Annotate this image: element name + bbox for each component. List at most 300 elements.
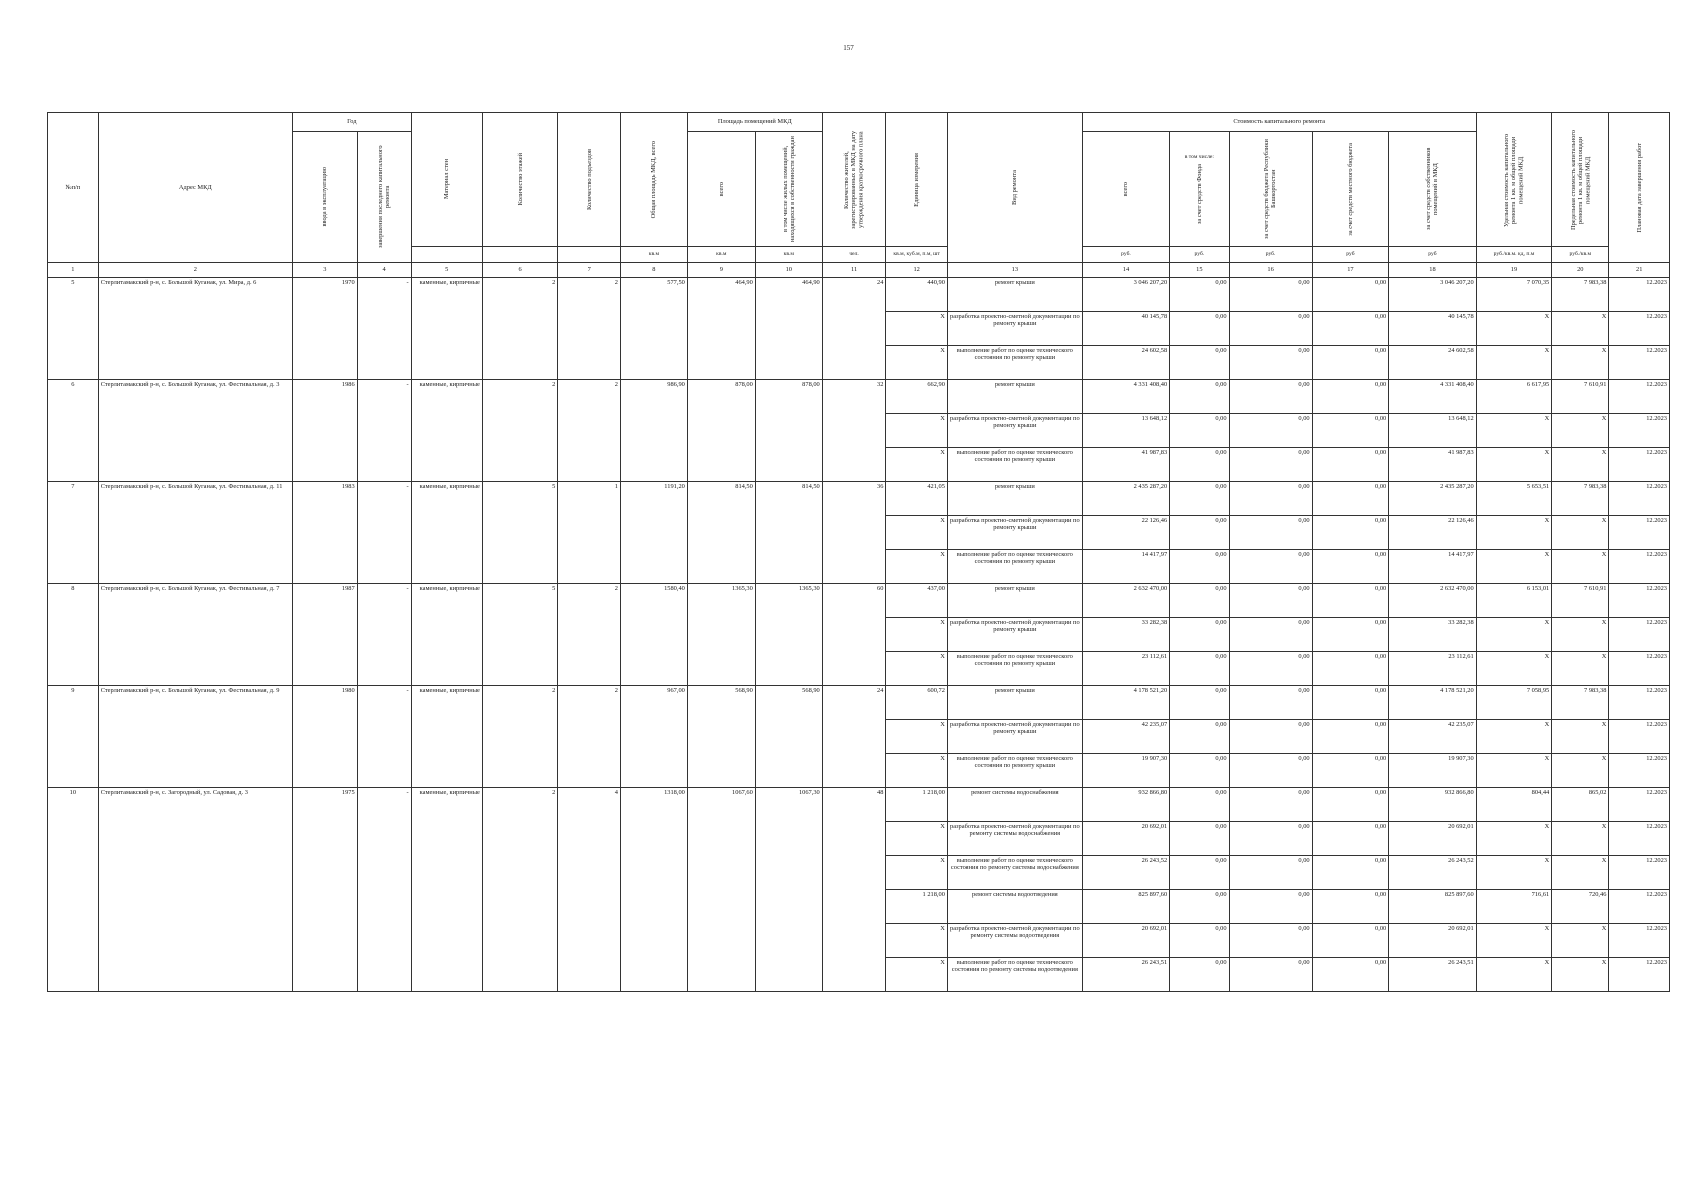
max-cost: 7 983,38 xyxy=(1552,278,1609,312)
cost-republic: 0,00 xyxy=(1229,346,1312,380)
cost-local: 0,00 xyxy=(1312,584,1389,618)
header-cost-group: Стоимость капитального ремонта xyxy=(1082,113,1476,132)
cost-owners: 41 987,83 xyxy=(1389,448,1476,482)
floors-count: 2 xyxy=(482,278,558,380)
row-number: 5 xyxy=(48,278,99,380)
row-number: 6 xyxy=(48,380,99,482)
cost-fund: 0,00 xyxy=(1170,380,1229,414)
cost-local: 0,00 xyxy=(1312,958,1389,992)
cost-owners: 22 126,46 xyxy=(1389,516,1476,550)
header-max-cost: Предельная стоимость капитального ремонта 1 кв. м общей площади помещений МКД xyxy=(1552,113,1609,247)
cost-fund: 0,00 xyxy=(1170,618,1229,652)
cost-republic: 0,00 xyxy=(1229,312,1312,346)
table-body xyxy=(48,263,1670,992)
header-entrances: Количество подъездов xyxy=(558,113,621,247)
measure-value: X xyxy=(886,550,948,584)
cost-local: 0,00 xyxy=(1312,516,1389,550)
header-premises-all: всего xyxy=(687,132,755,247)
capital-repair-table xyxy=(47,112,1670,992)
cost-republic: 0,00 xyxy=(1229,788,1312,822)
measure-value: X xyxy=(886,856,948,890)
cost-total: 2 632 470,00 xyxy=(1082,584,1169,618)
owned-area: 1067,30 xyxy=(755,788,822,992)
floors-count: 2 xyxy=(482,686,558,788)
unit-residents: чел. xyxy=(822,247,886,263)
column-number: 18 xyxy=(1389,263,1476,278)
commission-year: 1980 xyxy=(292,686,357,788)
cost-owners: 26 243,52 xyxy=(1389,856,1476,890)
cost-republic: 0,00 xyxy=(1229,380,1312,414)
cost-local: 0,00 xyxy=(1312,312,1389,346)
cost-republic: 0,00 xyxy=(1229,550,1312,584)
cost-local: 0,00 xyxy=(1312,448,1389,482)
header-republic: за счет средств бюджета Республики Башкортостан xyxy=(1229,132,1312,247)
last-repair-year: - xyxy=(357,380,411,482)
house-address: Стерлитамакский р-н, с. Большой Куганак, ул. Фестивальная, д. 3 xyxy=(98,380,292,482)
row-number: 10 xyxy=(48,788,99,992)
unit-owners: руб xyxy=(1389,247,1476,263)
work-type: выполнение работ по оценке технического состояния по ремонту крыши xyxy=(947,754,1082,788)
header-n: №п/п xyxy=(48,113,99,263)
measure-value: X xyxy=(886,312,948,346)
cost-fund: 0,00 xyxy=(1170,924,1229,958)
measure-value: 437,00 xyxy=(886,584,948,618)
deadline-date: 12.2023 xyxy=(1609,890,1670,924)
deadline-date: 12.2023 xyxy=(1609,346,1670,380)
unit-cost: X xyxy=(1476,312,1552,346)
owned-area: 568,90 xyxy=(755,686,822,788)
header-premises-group: Площадь помещений МКД xyxy=(687,113,822,132)
cost-owners: 2 632 470,00 xyxy=(1389,584,1476,618)
cost-fund: 0,00 xyxy=(1170,278,1229,312)
cost-republic: 0,00 xyxy=(1229,890,1312,924)
work-type: выполнение работ по оценке технического состояния по ремонту крыши xyxy=(947,448,1082,482)
unit-wall xyxy=(411,247,482,263)
unit-max-cost: руб./кв.м xyxy=(1552,247,1609,263)
cost-republic: 0,00 xyxy=(1229,686,1312,720)
measure-value: X xyxy=(886,346,948,380)
header-unit-cost: Удельная стоимость капитального ремонта 1 кв. м общей площади помещений МКД xyxy=(1476,113,1552,247)
max-cost: X xyxy=(1552,550,1609,584)
unit-owned: кв.м xyxy=(755,247,822,263)
max-cost: 7 983,38 xyxy=(1552,686,1609,720)
cost-total: 24 602,58 xyxy=(1082,346,1169,380)
deadline-date: 12.2023 xyxy=(1609,822,1670,856)
cost-owners: 20 692,01 xyxy=(1389,924,1476,958)
unit-cost: X xyxy=(1476,924,1552,958)
max-cost: X xyxy=(1552,754,1609,788)
max-cost: 7 610,91 xyxy=(1552,584,1609,618)
header-wall-material: Материал стен xyxy=(411,113,482,247)
floors-count: 2 xyxy=(482,380,558,482)
cost-local: 0,00 xyxy=(1312,278,1389,312)
work-type: ремонт крыши xyxy=(947,686,1082,720)
measure-value: X xyxy=(886,516,948,550)
work-type: ремонт крыши xyxy=(947,584,1082,618)
entrances-count: 2 xyxy=(558,278,621,380)
cost-total: 26 243,51 xyxy=(1082,958,1169,992)
max-cost: X xyxy=(1552,924,1609,958)
table-row xyxy=(48,482,1670,516)
house-address: Стерлитамакский р-н, с. Загородный, ул. Садовая, д. 3 xyxy=(98,788,292,992)
deadline-date: 12.2023 xyxy=(1609,686,1670,720)
column-number: 4 xyxy=(357,263,411,278)
column-number: 11 xyxy=(822,263,886,278)
commission-year: 1970 xyxy=(292,278,357,380)
cost-owners: 13 648,12 xyxy=(1389,414,1476,448)
cost-owners: 23 112,61 xyxy=(1389,652,1476,686)
floors-count: 2 xyxy=(482,788,558,992)
cost-republic: 0,00 xyxy=(1229,856,1312,890)
deadline-date: 12.2023 xyxy=(1609,618,1670,652)
owned-area: 878,00 xyxy=(755,380,822,482)
residents-count: 24 xyxy=(822,686,886,788)
cost-local: 0,00 xyxy=(1312,482,1389,516)
table-row xyxy=(48,788,1670,822)
cost-local: 0,00 xyxy=(1312,924,1389,958)
last-repair-year: - xyxy=(357,686,411,788)
total-area: 986,90 xyxy=(620,380,687,482)
header-year-commission: ввода в эксплуатацию xyxy=(292,132,357,263)
cost-local: 0,00 xyxy=(1312,414,1389,448)
deadline-date: 12.2023 xyxy=(1609,584,1670,618)
cost-local: 0,00 xyxy=(1312,720,1389,754)
work-type: разработка проектно-сметной документации по ремонту крыши xyxy=(947,618,1082,652)
cost-owners: 3 046 207,20 xyxy=(1389,278,1476,312)
cost-owners: 825 897,60 xyxy=(1389,890,1476,924)
header-residents: Количество жителей, зарегистрированных в МКД на дату утверждения краткосрочного плана xyxy=(822,113,886,247)
unit-cost: X xyxy=(1476,550,1552,584)
floors-count: 5 xyxy=(482,482,558,584)
table-row xyxy=(48,686,1670,720)
cost-republic: 0,00 xyxy=(1229,754,1312,788)
unit-cost: 7 070,35 xyxy=(1476,278,1552,312)
max-cost: X xyxy=(1552,822,1609,856)
total-area: 1580,40 xyxy=(620,584,687,686)
max-cost: X xyxy=(1552,652,1609,686)
table-row xyxy=(48,278,1670,312)
column-number: 2 xyxy=(98,263,292,278)
work-type: ремонт крыши xyxy=(947,482,1082,516)
cost-total: 41 987,83 xyxy=(1082,448,1169,482)
column-number: 9 xyxy=(687,263,755,278)
row-number: 8 xyxy=(48,584,99,686)
cost-total: 14 417,97 xyxy=(1082,550,1169,584)
cost-owners: 19 907,30 xyxy=(1389,754,1476,788)
unit-cost: 804,44 xyxy=(1476,788,1552,822)
cost-local: 0,00 xyxy=(1312,686,1389,720)
unit-cost: X xyxy=(1476,754,1552,788)
cost-total: 4 178 521,20 xyxy=(1082,686,1169,720)
cost-owners: 2 435 287,20 xyxy=(1389,482,1476,516)
wall-material: каменные, кирпичные xyxy=(411,482,482,584)
house-address: Стерлитамакский р-н, с. Большой Куганак, ул. Мира, д. 6 xyxy=(98,278,292,380)
column-number: 19 xyxy=(1476,263,1552,278)
cost-fund: 0,00 xyxy=(1170,856,1229,890)
work-type: разработка проектно-сметной документации по ремонту системы водоснабжения xyxy=(947,822,1082,856)
unit-cost: X xyxy=(1476,448,1552,482)
cost-fund: 0,00 xyxy=(1170,346,1229,380)
work-type: выполнение работ по оценке технического состояния по ремонту крыши xyxy=(947,550,1082,584)
house-address: Стерлитамакский р-н, с. Большой Куганак, ул. Фестивальная, д. 9 xyxy=(98,686,292,788)
cost-republic: 0,00 xyxy=(1229,652,1312,686)
premises-area: 814,50 xyxy=(687,482,755,584)
measure-value: 1 218,00 xyxy=(886,890,948,924)
commission-year: 1987 xyxy=(292,584,357,686)
measure-value: 1 218,00 xyxy=(886,788,948,822)
cost-owners: 14 417,97 xyxy=(1389,550,1476,584)
cost-republic: 0,00 xyxy=(1229,958,1312,992)
entrances-count: 2 xyxy=(558,584,621,686)
measure-value: X xyxy=(886,822,948,856)
measure-value: 600,72 xyxy=(886,686,948,720)
cost-owners: 24 602,58 xyxy=(1389,346,1476,380)
cost-fund: 0,00 xyxy=(1170,516,1229,550)
unit-cost: 6 153,01 xyxy=(1476,584,1552,618)
measure-value: 662,90 xyxy=(886,380,948,414)
cost-republic: 0,00 xyxy=(1229,448,1312,482)
cost-owners: 932 866,80 xyxy=(1389,788,1476,822)
unit-area: кв.м xyxy=(620,247,687,263)
cost-total: 13 648,12 xyxy=(1082,414,1169,448)
row-number: 9 xyxy=(48,686,99,788)
cost-republic: 0,00 xyxy=(1229,516,1312,550)
work-type: разработка проектно-сметной документации по ремонту крыши xyxy=(947,516,1082,550)
house-address: Стерлитамакский р-н, с. Большой Куганак, ул. Фестивальная, д. 7 xyxy=(98,584,292,686)
column-number: 10 xyxy=(755,263,822,278)
cost-fund: 0,00 xyxy=(1170,652,1229,686)
work-type: ремонт системы водоотведения xyxy=(947,890,1082,924)
cost-fund: 0,00 xyxy=(1170,482,1229,516)
cost-local: 0,00 xyxy=(1312,346,1389,380)
cost-fund: 0,00 xyxy=(1170,788,1229,822)
cost-total: 825 897,60 xyxy=(1082,890,1169,924)
work-type: разработка проектно-сметной документации по ремонту крыши xyxy=(947,312,1082,346)
last-repair-year: - xyxy=(357,788,411,992)
column-numbers-row xyxy=(48,263,1670,278)
total-area: 577,50 xyxy=(620,278,687,380)
max-cost: X xyxy=(1552,618,1609,652)
cost-fund: 0,00 xyxy=(1170,550,1229,584)
premises-area: 878,00 xyxy=(687,380,755,482)
max-cost: X xyxy=(1552,720,1609,754)
column-number: 15 xyxy=(1170,263,1229,278)
premises-area: 464,90 xyxy=(687,278,755,380)
cost-local: 0,00 xyxy=(1312,890,1389,924)
header-premises-owned: в том числе жилых помещений, находящихся в собственности граждан xyxy=(755,132,822,247)
cost-owners: 33 282,38 xyxy=(1389,618,1476,652)
work-type: выполнение работ по оценке технического состояния по ремонту системы водоотведения xyxy=(947,958,1082,992)
entrances-count: 2 xyxy=(558,380,621,482)
table-row xyxy=(48,380,1670,414)
unit-measure: кв.м, куб.м, п.м, шт xyxy=(886,247,948,263)
unit-cost: 6 617,95 xyxy=(1476,380,1552,414)
wall-material: каменные, кирпичные xyxy=(411,278,482,380)
deadline-date: 12.2023 xyxy=(1609,380,1670,414)
measure-value: X xyxy=(886,754,948,788)
last-repair-year: - xyxy=(357,482,411,584)
cost-fund: 0,00 xyxy=(1170,414,1229,448)
cost-owners: 42 235,07 xyxy=(1389,720,1476,754)
cost-owners: 20 692,01 xyxy=(1389,822,1476,856)
cost-local: 0,00 xyxy=(1312,550,1389,584)
unit-cost: 716,61 xyxy=(1476,890,1552,924)
measure-value: X xyxy=(886,652,948,686)
max-cost: X xyxy=(1552,346,1609,380)
deadline-date: 12.2023 xyxy=(1609,482,1670,516)
cost-local: 0,00 xyxy=(1312,822,1389,856)
wall-material: каменные, кирпичные xyxy=(411,380,482,482)
cost-local: 0,00 xyxy=(1312,652,1389,686)
work-type: ремонт системы водоснабжения xyxy=(947,788,1082,822)
commission-year: 1975 xyxy=(292,788,357,992)
table-row xyxy=(48,584,1670,618)
deadline-date: 12.2023 xyxy=(1609,278,1670,312)
premises-area: 1365,30 xyxy=(687,584,755,686)
work-type: разработка проектно-сметной документации по ремонту крыши xyxy=(947,720,1082,754)
measure-value: X xyxy=(886,958,948,992)
row-number: 7 xyxy=(48,482,99,584)
header-year-last-repair: завершения последнего капитального ремонта xyxy=(357,132,411,263)
column-number: 1 xyxy=(48,263,99,278)
header-floors: Количество этажей xyxy=(482,113,558,247)
unit-premises: кв.м xyxy=(687,247,755,263)
deadline-date: 12.2023 xyxy=(1609,652,1670,686)
cost-total: 42 235,07 xyxy=(1082,720,1169,754)
cost-republic: 0,00 xyxy=(1229,822,1312,856)
deadline-date: 12.2023 xyxy=(1609,448,1670,482)
deadline-date: 12.2023 xyxy=(1609,720,1670,754)
header-fund: в том числе: за счет средств Фонда xyxy=(1170,132,1229,247)
unit-cost: X xyxy=(1476,720,1552,754)
total-area: 967,00 xyxy=(620,686,687,788)
residents-count: 24 xyxy=(822,278,886,380)
unit-total: руб. xyxy=(1082,247,1169,263)
commission-year: 1986 xyxy=(292,380,357,482)
cost-fund: 0,00 xyxy=(1170,312,1229,346)
total-area: 1318,00 xyxy=(620,788,687,992)
cost-total: 20 692,01 xyxy=(1082,924,1169,958)
floors-count: 5 xyxy=(482,584,558,686)
cost-total: 4 331 408,40 xyxy=(1082,380,1169,414)
cost-fund: 0,00 xyxy=(1170,686,1229,720)
column-number: 8 xyxy=(620,263,687,278)
cost-total: 3 046 207,20 xyxy=(1082,278,1169,312)
max-cost: X xyxy=(1552,856,1609,890)
cost-fund: 0,00 xyxy=(1170,448,1229,482)
deadline-date: 12.2023 xyxy=(1609,414,1670,448)
cost-republic: 0,00 xyxy=(1229,278,1312,312)
wall-material: каменные, кирпичные xyxy=(411,584,482,686)
column-number: 20 xyxy=(1552,263,1609,278)
header-year-group: Год xyxy=(292,113,411,132)
header-total-area: Общая площадь МКД, всего xyxy=(620,113,687,247)
cost-fund: 0,00 xyxy=(1170,958,1229,992)
owned-area: 814,50 xyxy=(755,482,822,584)
unit-cost: X xyxy=(1476,414,1552,448)
unit-entrances xyxy=(558,247,621,263)
measure-value: X xyxy=(886,720,948,754)
measure-value: X xyxy=(886,924,948,958)
deadline-date: 12.2023 xyxy=(1609,958,1670,992)
work-type: ремонт крыши xyxy=(947,278,1082,312)
cost-fund: 0,00 xyxy=(1170,822,1229,856)
wall-material: каменные, кирпичные xyxy=(411,686,482,788)
max-cost: 7 983,38 xyxy=(1552,482,1609,516)
cost-republic: 0,00 xyxy=(1229,924,1312,958)
commission-year: 1983 xyxy=(292,482,357,584)
column-number: 6 xyxy=(482,263,558,278)
deadline-date: 12.2023 xyxy=(1609,754,1670,788)
cost-local: 0,00 xyxy=(1312,754,1389,788)
premises-area: 1067,60 xyxy=(687,788,755,992)
measure-value: X xyxy=(886,414,948,448)
header-owners: за счет средств собственников помещений в МКД xyxy=(1389,132,1476,247)
last-repair-year: - xyxy=(357,584,411,686)
header-address: Адрес МКД xyxy=(98,113,292,263)
column-number: 21 xyxy=(1609,263,1670,278)
cost-total: 20 692,01 xyxy=(1082,822,1169,856)
cost-total: 33 282,38 xyxy=(1082,618,1169,652)
cost-total: 23 112,61 xyxy=(1082,652,1169,686)
max-cost: 865,02 xyxy=(1552,788,1609,822)
cost-owners: 4 178 521,20 xyxy=(1389,686,1476,720)
measure-value: X xyxy=(886,448,948,482)
unit-cost: X xyxy=(1476,822,1552,856)
cost-total: 19 907,30 xyxy=(1082,754,1169,788)
max-cost: 7 610,91 xyxy=(1552,380,1609,414)
cost-republic: 0,00 xyxy=(1229,618,1312,652)
unit-local: руб xyxy=(1312,247,1389,263)
unit-cost: 5 653,51 xyxy=(1476,482,1552,516)
cost-owners: 40 145,78 xyxy=(1389,312,1476,346)
cost-owners: 26 243,51 xyxy=(1389,958,1476,992)
header-unit: Единица измерения xyxy=(886,113,948,247)
column-number: 14 xyxy=(1082,263,1169,278)
unit-fund: руб. xyxy=(1170,247,1229,263)
work-type: выполнение работ по оценке технического состояния по ремонту крыши xyxy=(947,652,1082,686)
deadline-date: 12.2023 xyxy=(1609,788,1670,822)
unit-cost: X xyxy=(1476,618,1552,652)
cost-fund: 0,00 xyxy=(1170,890,1229,924)
header-local: за счет средств местного бюджета xyxy=(1312,132,1389,247)
column-number: 5 xyxy=(411,263,482,278)
entrances-count: 4 xyxy=(558,788,621,992)
cost-republic: 0,00 xyxy=(1229,584,1312,618)
residents-count: 32 xyxy=(822,380,886,482)
work-type: ремонт крыши xyxy=(947,380,1082,414)
entrances-count: 2 xyxy=(558,686,621,788)
header-cost-total: всего xyxy=(1082,132,1169,247)
max-cost: X xyxy=(1552,414,1609,448)
deadline-date: 12.2023 xyxy=(1609,516,1670,550)
column-number: 13 xyxy=(947,263,1082,278)
work-type: разработка проектно-сметной документации по ремонту крыши xyxy=(947,414,1082,448)
unit-cost: X xyxy=(1476,958,1552,992)
owned-area: 1365,30 xyxy=(755,584,822,686)
unit-cost: X xyxy=(1476,346,1552,380)
cost-total: 40 145,78 xyxy=(1082,312,1169,346)
owned-area: 464,90 xyxy=(755,278,822,380)
unit-floors xyxy=(482,247,558,263)
cost-owners: 4 331 408,40 xyxy=(1389,380,1476,414)
residents-count: 60 xyxy=(822,584,886,686)
deadline-date: 12.2023 xyxy=(1609,924,1670,958)
cost-republic: 0,00 xyxy=(1229,720,1312,754)
work-type: выполнение работ по оценке технического состояния по ремонту крыши xyxy=(947,346,1082,380)
cost-local: 0,00 xyxy=(1312,618,1389,652)
max-cost: 720,46 xyxy=(1552,890,1609,924)
